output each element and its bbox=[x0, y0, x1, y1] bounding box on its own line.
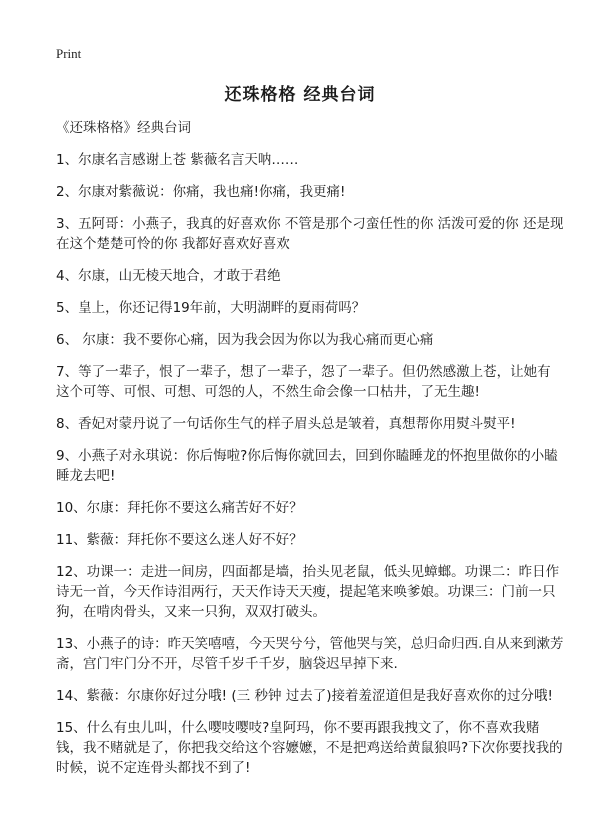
quote-item: 3、五阿哥：小燕子，我真的好喜欢你 不管是那个刁蛮任性的你 活泼可爱的你 还是现在这个楚楚可怜的你 我都好喜欢好喜欢 bbox=[56, 216, 564, 252]
quote-item: 12、功课一：走进一间房，四面都是墙，抬头见老鼠，低头见蟑螂。功课二：昨日作诗无一首，今天作诗泪两行，天天作诗天天瘦，提起笔来唤爹娘。功课三：门前一只狗，在啃肉骨头，又来一只狗，双双打破头。 bbox=[56, 564, 560, 620]
quote-item: 6、 尔康：我不要你心痛，因为我会因为你以为我心痛而更心痛 bbox=[56, 332, 434, 348]
quote-item: 13、小燕子的诗：昨天笑嘻嘻，今天哭兮兮，管他哭与笑，总归命归西.自从来到漱芳斋，宫门牢门分不开，尽管千岁千千岁，脑袋迟早掉下来. bbox=[56, 636, 564, 672]
article-subtitle: 《还珠格格》经典台词 bbox=[56, 120, 191, 136]
quote-item: 14、紫薇：尔康你好过分哦! (三 秒钟 过去了)接着羞涩道但是我好喜欢你的过分哦! bbox=[56, 688, 553, 704]
quote-item: 2、尔康对紫薇说：你痛，我也痛!你痛，我更痛! bbox=[56, 184, 346, 200]
quote-item: 4、尔康，山无棱天地合，才敢于君绝 bbox=[56, 268, 281, 284]
quote-item: 15、什么有虫儿叫，什么嘤吱嘤吱?皇阿玛，你不要再跟我拽文了，你不喜欢我赌钱，我不赌就是了，你把我交给这个容嬷嬷，不是把鸡送给黄鼠狼吗?下次你要找我的时候，说不定连骨头都找不到了! bbox=[56, 720, 563, 776]
quote-item: 5、皇上，你还记得19年前，大明湖畔的夏雨荷吗？ bbox=[56, 300, 366, 316]
quote-item: 1、尔康名言感谢上苍 紫薇名言天呐…… bbox=[56, 152, 299, 168]
quote-item: 7、等了一辈子，恨了一辈子，想了一辈子，怨了一辈子。但仍然感激上苍，让她有这个可等、可恨、可想、可怨的人，不然生命会像一口枯井，了无生趣! bbox=[56, 364, 551, 400]
quote-item: 11、紫薇：拜托你不要这么迷人好不好？ bbox=[56, 532, 303, 548]
quote-item: 8、香妃对蒙丹说了一句话你生气的样子眉头总是皱着，真想帮你用熨斗熨平! bbox=[56, 416, 516, 432]
quote-item: 10、尔康：拜托你不要这么痛苦好不好？ bbox=[56, 500, 303, 516]
print-link[interactable]: Print bbox=[56, 46, 82, 61]
page-title: 还珠格格 经典台词 bbox=[224, 85, 376, 105]
article-body bbox=[56, 118, 564, 790]
quote-item: 9、小燕子对永琪说：你后悔啦?你后悔你就回去，回到你瞌睡龙的怀抱里做你的小瞌睡龙去吧! bbox=[56, 448, 558, 484]
